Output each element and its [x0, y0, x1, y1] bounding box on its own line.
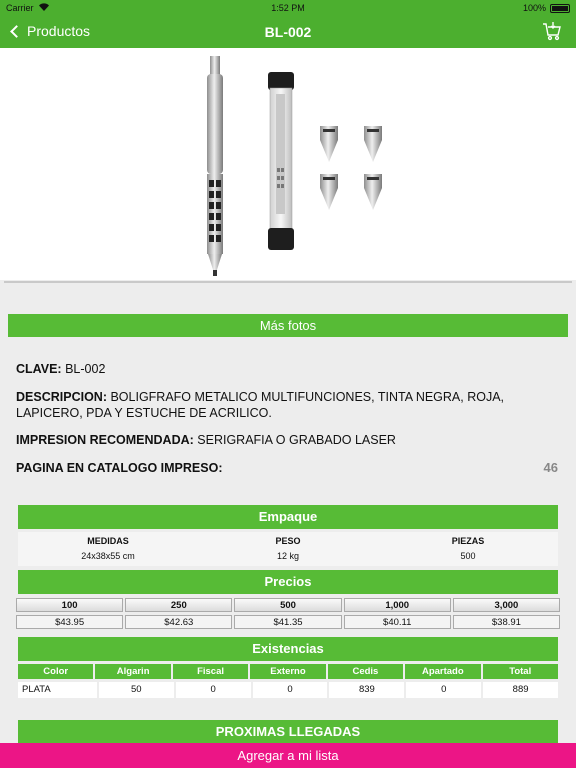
descripcion-label: DESCRIPCION:: [16, 390, 107, 404]
descripcion-line: [16, 389, 560, 421]
column-header: Algarin: [95, 664, 170, 679]
clave-value: BL-002: [65, 362, 106, 376]
quantity-cell: 250: [125, 598, 232, 612]
empaque-value-cell: 500: [460, 551, 476, 561]
back-button[interactable]: [8, 23, 90, 39]
column-header: Apartado: [405, 664, 480, 679]
column-header: Cedis: [328, 664, 403, 679]
cart-button[interactable]: [542, 21, 562, 41]
clave-line: [16, 361, 560, 377]
empaque-header-cell: PESO: [275, 536, 301, 546]
empaque-col-peso: [198, 532, 378, 566]
refill-tips-illustration: [320, 126, 382, 210]
column-header: Color: [18, 664, 93, 679]
price-cell: $42.63: [125, 615, 232, 629]
descripcion-value: BOLIGFRAFO METALICO MULTIFUNCIONES, TINTA NEGRA, ROJA, LAPICERO, PDA Y ESTUCHE DE ACRILICO.: [16, 390, 505, 420]
impresion-value: SERIGRAFIA O GRABADO LASER: [197, 433, 396, 447]
table-cell: 0: [253, 682, 328, 698]
pagina-value: 46: [543, 460, 558, 475]
pagina-line: [16, 460, 560, 476]
image-divider: [4, 281, 572, 283]
impresion-line: [16, 432, 560, 448]
table-cell: 50: [99, 682, 174, 698]
cart-icon: [542, 21, 562, 41]
battery-icon: [550, 4, 570, 13]
quantity-cell: 500: [234, 598, 341, 612]
empaque-header-cell: PIEZAS: [451, 536, 485, 546]
precios-quantity-row: [16, 598, 560, 612]
case-illustration: [268, 72, 294, 250]
precios-table: [16, 598, 560, 629]
battery-percent: 100%: [522, 3, 546, 13]
back-label: Productos: [27, 23, 91, 39]
precios-price-row: [16, 615, 560, 629]
impresion-label: IMPRESION RECOMENDADA:: [16, 433, 194, 447]
table-cell: 889: [483, 682, 558, 698]
chevron-left-icon: [10, 25, 23, 38]
price-cell: $40.11: [344, 615, 451, 629]
add-to-list-button[interactable]: Agregar a mi lista: [0, 743, 576, 768]
carrier-label: Carrier: [6, 3, 34, 13]
empaque-header: Empaque: [18, 505, 558, 529]
column-header: Externo: [250, 664, 325, 679]
table-row: [18, 682, 558, 698]
page-title: BL-002: [264, 24, 312, 40]
price-cell: $43.95: [16, 615, 123, 629]
quantity-cell: 3,000: [453, 598, 560, 612]
empaque-table: [18, 532, 558, 566]
column-header: Fiscal: [173, 664, 248, 679]
existencias-table: [18, 664, 558, 698]
quantity-cell: 100: [16, 598, 123, 612]
product-image[interactable]: [0, 48, 576, 280]
empaque-col-medidas: [18, 532, 198, 566]
existencias-header-row: [18, 664, 558, 679]
clave-label: CLAVE:: [16, 362, 62, 376]
price-cell: $41.35: [234, 615, 341, 629]
more-photos-button[interactable]: Más fotos: [8, 314, 568, 337]
table-cell: PLATA: [18, 682, 97, 698]
column-header: Total: [483, 664, 558, 679]
empaque-value-cell: 24x38x55 cm: [81, 551, 135, 561]
precios-header: Precios: [18, 570, 558, 594]
price-cell: $38.91: [453, 615, 560, 629]
navigation-bar: [0, 16, 576, 48]
table-cell: 0: [176, 682, 251, 698]
empaque-value-cell: 12 kg: [276, 551, 300, 561]
table-cell: 0: [406, 682, 481, 698]
pen-illustration: [207, 56, 223, 276]
empaque-col-piezas: [378, 532, 558, 566]
clock: 1:52 PM: [271, 3, 305, 13]
quantity-cell: 1,000: [344, 598, 451, 612]
proximas-llegadas-header: PROXIMAS LLEGADAS: [18, 720, 558, 744]
pagina-label: PAGINA EN CATALOGO IMPRESO:: [16, 461, 223, 475]
existencias-header: Existencias: [18, 637, 558, 661]
status-bar: [0, 0, 576, 16]
table-cell: 839: [329, 682, 404, 698]
empaque-header-cell: MEDIDAS: [87, 536, 129, 546]
